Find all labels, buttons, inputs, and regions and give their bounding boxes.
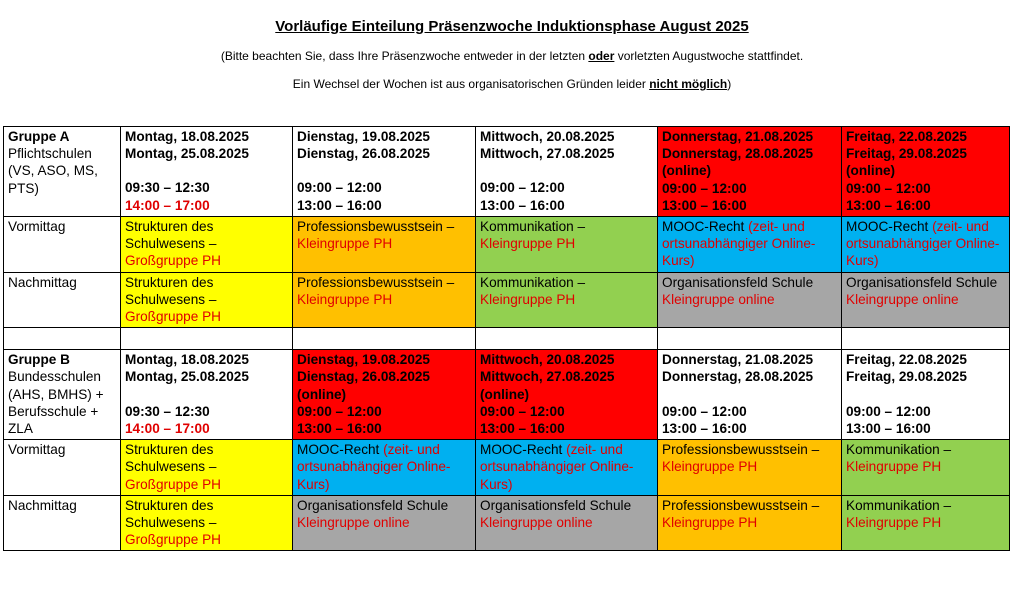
session-cell: Strukturen des Schulwesens – Großgruppe PH [121,272,293,328]
group-b-day-cell-online: Mittwoch, 20.08.2025 Mittwoch, 27.08.2025 (online) 09:00 – 12:00 13:00 – 16:00 [476,350,658,440]
group-b-desc: Bundesschulen (AHS, BMHS) + Berufsschule + ZLA [8,369,104,437]
group-b-day-cell-online: Dienstag, 19.08.2025 Dienstag, 26.08.2025 (online) 09:00 – 12:00 13:00 – 16:00 [293,350,476,440]
group-a-day-cell: Dienstag, 19.08.2025 Dienstag, 26.08.2025 09:00 – 12:00 13:00 – 16:00 [293,127,476,217]
group-a-name: Gruppe A [8,129,70,144]
session-cell: Strukturen des Schulwesens – Großgruppe PH [121,440,293,496]
session-cell: Strukturen des Schulwesens – Großgruppe PH [121,495,293,551]
group-a-header-row [4,127,1010,217]
row-label: Nachmittag [4,495,121,551]
session-cell: MOOC-Recht (zeit- und ortsunabhängiger Online-Kurs) [476,440,658,496]
week-note-emphasis: oder [588,49,615,63]
group-b-label-cell [4,350,121,440]
spacer-row [4,328,1010,350]
group-b-header-row [4,350,1010,440]
session-cell: MOOC-Recht (zeit- und ortsunabhängiger Online-Kurs) [658,217,842,273]
row-label: Vormittag [4,217,121,273]
group-b-day-cell: Freitag, 22.08.2025 Freitag, 29.08.2025 09:00 – 12:00 13:00 – 16:00 [842,350,1010,440]
change-note: Ein Wechsel der Wochen ist aus organisatorischen Gründen leider nicht möglich) [292,77,732,91]
row-label: Vormittag [4,440,121,496]
session-cell: Organisationsfeld Schule Kleingruppe online [658,272,842,328]
session-cell: MOOC-Recht (zeit- und ortsunabhängiger Online-Kurs) [293,440,476,496]
session-cell: MOOC-Recht (zeit- und ortsunabhängiger Online-Kurs) [842,217,1010,273]
row-label: Nachmittag [4,272,121,328]
group-a-day-cell-online: Donnerstag, 21.08.2025 Donnerstag, 28.08.2025 (online) 09:00 – 12:00 13:00 – 16:00 [658,127,842,217]
session-cell: Professionsbewusstsein – Kleingruppe PH [293,272,476,328]
session-cell: Organisationsfeld Schule Kleingruppe online [842,272,1010,328]
session-cell: Kommunikation – Kleingruppe PH [842,495,1010,551]
session-cell: Strukturen des Schulwesens – Großgruppe PH [121,217,293,273]
session-cell: Kommunikation – Kleingruppe PH [476,217,658,273]
session-cell: Organisationsfeld Schule Kleingruppe online [476,495,658,551]
group-b-name: Gruppe B [8,352,70,368]
group-b-vormittag-row [4,440,1010,496]
group-a-label-cell [4,127,121,217]
schedule-table [3,126,1010,551]
page-title: Vorläufige Einteilung Präsenzwoche Induktionsphase August 2025 [275,18,749,35]
change-note-emphasis: nicht möglich [649,77,728,91]
group-a-day-cell: Mittwoch, 20.08.2025 Mittwoch, 27.08.2025 09:00 – 12:00 13:00 – 16:00 [476,127,658,217]
session-cell: Professionsbewusstsein – Kleingruppe PH [293,217,476,273]
group-b-day-cell: Donnerstag, 21.08.2025 Donnerstag, 28.08.2025 09:00 – 12:00 13:00 – 16:00 [658,350,842,440]
session-cell: Professionsbewusstsein – Kleingruppe PH [658,495,842,551]
session-cell: Kommunikation – Kleingruppe PH [842,440,1010,496]
session-cell: Kommunikation – Kleingruppe PH [476,272,658,328]
session-cell: Organisationsfeld Schule Kleingruppe online [293,495,476,551]
week-note: (Bitte beachten Sie, dass Ihre Präsenzwoche entweder in der letzten oder vorletzten Augustwoche stattfindet. [220,49,804,63]
group-a-vormittag-row [4,217,1010,273]
group-b-day-cell: Montag, 18.08.2025 Montag, 25.08.2025 09:30 – 12:30 14:00 – 17:00 [121,350,293,440]
group-a-nachmittag-row [4,272,1010,328]
group-b-nachmittag-row [4,495,1010,551]
session-cell: Professionsbewusstsein – Kleingruppe PH [658,440,842,496]
group-a-desc: Pflichtschulen (VS, ASO, MS, PTS) [8,146,98,196]
group-a-day-cell-online: Freitag, 22.08.2025 Freitag, 29.08.2025 (online) 09:00 – 12:00 13:00 – 16:00 [842,127,1010,217]
group-a-day-cell: Montag, 18.08.2025 Montag, 25.08.2025 09:30 – 12:30 14:00 – 17:00 [121,127,293,217]
